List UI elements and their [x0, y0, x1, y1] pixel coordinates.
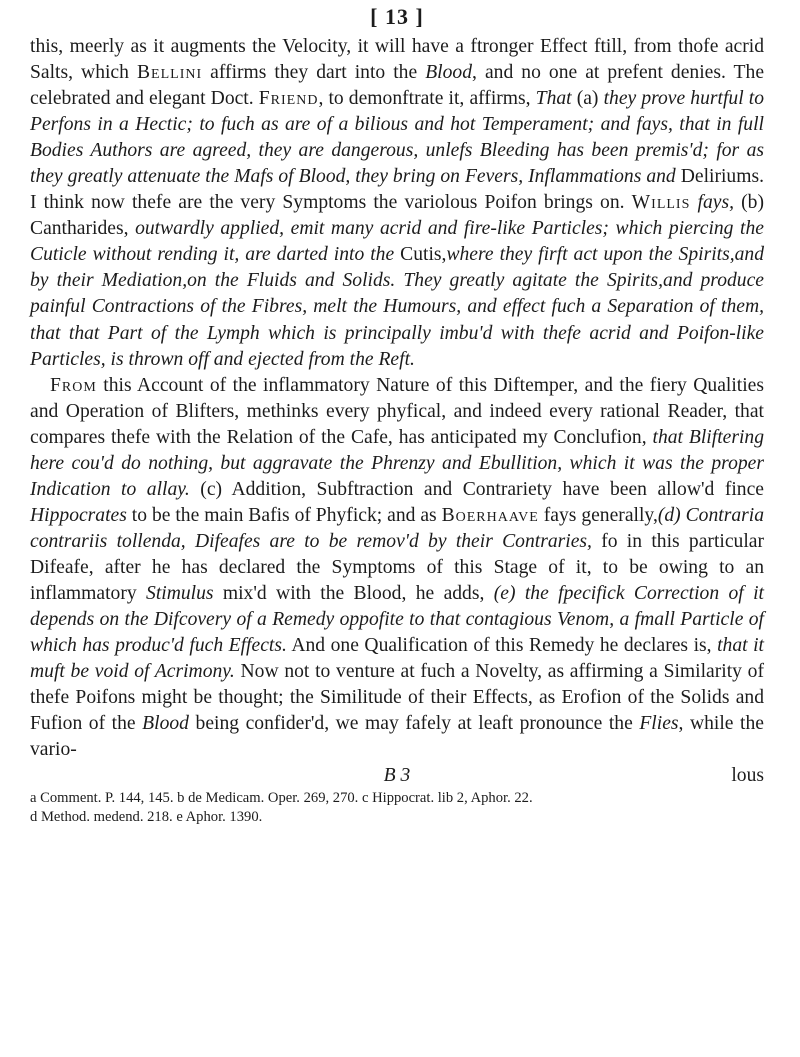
text-run-italic: Stimulus: [146, 582, 214, 604]
text-run: , and no one at prefent denies. The celebrated and elegant Doct.: [30, 62, 765, 110]
text-run: to be the main Bafis of Phyfick; and as: [126, 504, 442, 526]
text-run: being confider'd, we may fafely at leaft pronounce the: [188, 713, 640, 735]
text-run: this, meerly as it augments the Velocity, it will have a ftronger Effect ftill, from thofe acrid Salts, which: [30, 36, 764, 84]
footnote-line-2: d Method. medend. 218. e Aphor. 1390.: [30, 808, 263, 825]
text-run-italic: outwardly applied, emit many acrid and fire-like Particles; which piercing the Cuticle without rending it, are darted into the: [30, 218, 764, 266]
catchword-line: [30, 763, 764, 789]
text-run: Now not to venture at fuch a Novelty, as affirming a Similarity of thefe Poifons might be thought; the Similitude of their Effects, as Erofion of the Solids and Fufion of the: [30, 661, 764, 735]
text-run: fo in this particular Difeafe, after he has declared the Symptoms of this Stage of it, to be owing to an inflammatory: [30, 530, 764, 604]
text-run: affirms they dart into the: [202, 62, 426, 84]
text-run-italic: fays,: [690, 192, 734, 214]
author-name-bellini: Bellini: [136, 62, 203, 84]
body-text: [30, 34, 764, 763]
footnote-ref-e: (e) the fpecifick Correction of it depends on the Difcovery of a Remedy oppofite to that contagious Venom, a fmall Particle of which has produc'd fuch Effects.: [30, 582, 764, 657]
text-run: , while the vario-: [30, 713, 764, 761]
text-run-italic: that Bliftering here cou'd do nothing, but aggravate the Phrenzy and Ebullition, which it was the proper Indication to allay.: [30, 426, 764, 500]
paragraph-2: [30, 373, 764, 764]
author-name-hippocrates: Hippocrates: [30, 504, 127, 526]
text-run: From: [50, 374, 97, 396]
author-name-boerhaave: Boerhaave: [441, 504, 539, 526]
text-run: this Account of the inflammatory Nature of this Diftemper, and the fiery Qualities and Operation of Blifters, methinks every phyfical, and indeed every rational Reader, that compares thefe with the Relation of the Cafe, has anticipated my Conclufion,: [30, 374, 764, 448]
paragraph-1: [30, 34, 764, 373]
text-run: fays generally,: [538, 504, 658, 526]
text-run: And one Qualification of this Remedy he declares is,: [286, 635, 718, 657]
text-run: , to demonftrate it, affirms,: [318, 88, 536, 110]
footnote-ref-a: (a): [571, 88, 604, 110]
signature-mark: B 3: [383, 765, 411, 787]
footnote-line-1: a Comment. P. 144, 145. b de Medicam. Oper. 269, 270. c Hippocrat. lib 2, Aphor. 22.: [30, 790, 533, 807]
text-run: Deliriums. I think now thefe are the very Symptoms the variolous Poifon brings on.: [30, 166, 764, 214]
author-name-willis: Willis: [631, 192, 691, 214]
text-run-italic: That: [535, 88, 572, 110]
text-run-italic: where they firft act upon the Spirits,and by their Mediation,on the Fluids and Solids. They greatly agitate the Spirits,and produce painful Contractions of the Fibres, melt the Humours, and effect fuch a Separation of them, that that Part of the Lymph which is principally imbu'd with thefe acrid and Poifon-like Particles, is thrown off and ejected from the Reft.: [30, 244, 764, 370]
footnote-ref-c: (c) Addition, Subftraction and Contrariety have been allow'd fince: [189, 478, 764, 500]
footnote-ref-b: (b) Cantharides,: [30, 192, 764, 240]
text-run: mix'd with the Blood, he adds,: [213, 582, 494, 604]
text-run: Cutis,: [394, 244, 447, 266]
text-run-italic: Blood: [425, 62, 473, 84]
footnote-ref-d: (d) Contraria contrariis tollenda, Difeafes are to be remov'd by their Contraries,: [30, 504, 764, 552]
text-run-italic: Blood: [142, 713, 189, 735]
page-number: [ 13 ]: [370, 4, 424, 29]
text-run-italic: they prove hurtful to Perfons in a Hectic; to fuch as are of a bilious and hot Temperament; and fays, that in full Bodies Authors are agreed, they are dangerous, unlefs Bleeding has been premis'd; for as they greatly attenuate the Mafs of Blood, they bring on Fevers, Inflammations and: [30, 88, 764, 188]
author-name-friend: Friend: [258, 88, 319, 110]
text-run-italic: that it muft be void of Acrimony.: [30, 635, 764, 683]
catchword: lous: [731, 765, 764, 787]
footnotes: [30, 789, 764, 826]
text-run-italic: Flies: [639, 713, 679, 735]
